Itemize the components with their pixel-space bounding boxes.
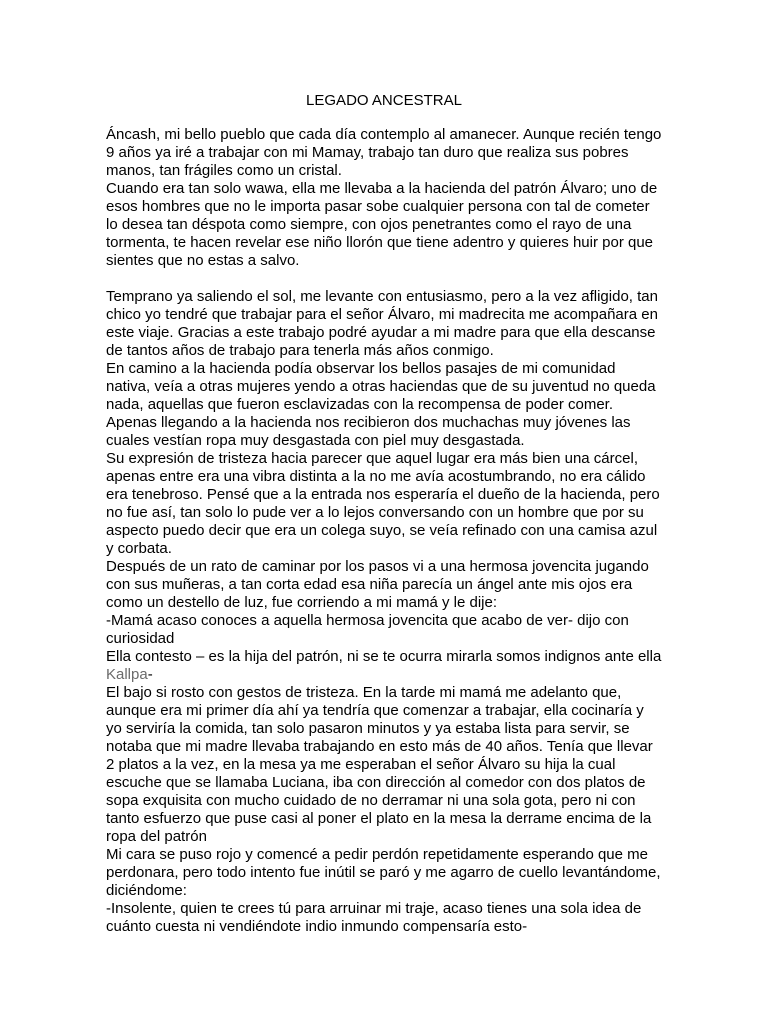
paragraph: Temprano ya saliendo el sol, me levante con entusiasmo, pero a la vez afligido, tan chico yo tendré que trabajar para el señor Álvaro, mi madrecita me acompañara en este viaje. Gracias a este trabajo podré ayudar a mi madre para que ella descanse de tantos años de trabajo para tenerla más años conmigo. [106,288,658,359]
paragraph: Áncash, mi bello pueblo que cada día contemplo al amanecer. Aunque recién tengo 9 años ya iré a trabajar con mi Mamay, trabajo tan duro que realiza sus pobres manos, tan frágiles como un cristal. [106,126,662,179]
document-body [106,126,662,936]
ella-text: Ella contesto – es la hija del patrón, ni se te ocurra mirarla somos indignos ante ella [106,648,662,665]
paragraph: -Insolente, quien te crees tú para arruinar mi traje, acaso tienes una sola idea de cuánto cuesta ni vendiéndote indio inmundo compensaría esto- [106,900,642,935]
paragraph: En camino a la hacienda podía observar los bellos pasajes de mi comunidad nativa, veía a otras mujeres yendo a otras haciendas que de su juventud no queda nada, aquellas que fueron esclavizadas con la recompensa de poder comer. [106,360,656,413]
ella-end: - [147,666,153,683]
paragraph: Después de un rato de caminar por los pasos vi a una hermosa jovencita jugando con sus muñeras, a tan corta edad esa niña parecía un ángel ante mis ojos era como un destello de luz, fue corriendo a mi mamá y le dije: [106,558,649,611]
paragraph: Apenas llegando a la hacienda nos recibieron dos muchachas muy jóvenes las cuales vestían ropa muy desgastada con piel muy desgastada. [106,414,631,449]
paragraph-gap [106,270,662,288]
kallpa-word: Kallpa [106,666,148,683]
paragraph-ella [106,648,662,684]
paragraph: Cuando era tan solo wawa, ella me llevaba a la hacienda del patrón Álvaro; uno de esos hombres que no le importa pasar sobe cualquier persona con tal de cometer lo desea tan déspota como siempre, con ojos penetrantes como el rayo de una tormenta, te hacen revelar ese niño llorón que tiene adentro y quieres huir por que sientes que no estas a salvo. [106,180,658,269]
document-title: LEGADO ANCESTRAL [306,92,462,109]
paragraph: -Mamá acaso conoces a aquella hermosa jovencita que acabo de ver- dijo con curiosidad [106,612,629,647]
paragraph: Mi cara se puso rojo y comencé a pedir perdón repetidamente esperando que me perdonara, pero todo intento fue inútil se paró y me agarro de cuello levantándome, diciéndome: [106,846,661,899]
paragraph: Su expresión de tristeza hacia parecer que aquel lugar era más bien una cárcel, apenas entre era una vibra distinta a la no me avía acostumbrando, no era cálido era tenebroso. Pensé que a la entrada nos esperaría el dueño de la hacienda, pero no fue así, tan solo lo pude ver a lo lejos conversando con un hombre que por su aspecto puedo decir que era un colega suyo, se veía refinado con una camisa azul y corbata. [106,450,660,557]
paragraph: El bajo si rosto con gestos de tristeza. En la tarde mi mamá me adelanto que, aunque era mi primer día ahí ya tendría que comenzar a trabajar, ella cocinaría y yo serviría la comida, tan solo pasaron minutos y ya estaba lista para servir, se notaba que mi madre llevaba trabajando en esto más de 40 años. Tenía que llevar 2 platos a la vez, en la mesa ya me esperaban el señor Álvaro su hija la cual escuche que se llamaba Luciana, iba con dirección al comedor con dos platos de sopa exquisita con mucho cuidado de no derramar ni una sola gota, pero ni con tanto esfuerzo que puse casi al poner el plato en la mesa la derrame encima de la ropa del patrón [106,684,653,845]
